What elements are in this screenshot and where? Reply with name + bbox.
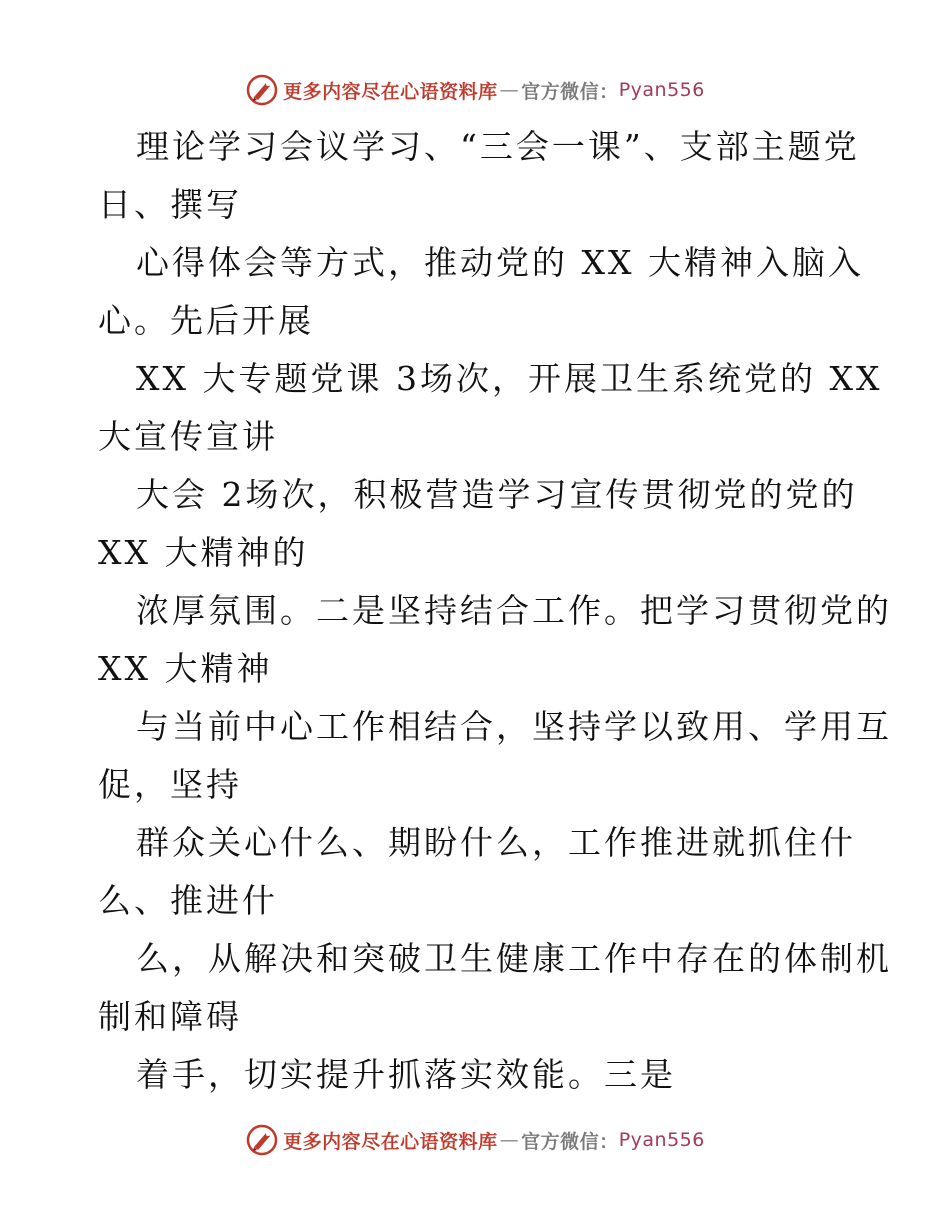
text-line: 着手，切实提升抓落实效能。三是 bbox=[136, 1055, 676, 1094]
pen-circle-logo-icon bbox=[245, 1123, 279, 1157]
watermark-dash: — bbox=[499, 79, 520, 101]
text-line: 制和障碍 bbox=[98, 997, 242, 1036]
watermark-official-label: 官方微信： bbox=[521, 80, 619, 103]
text-line: 理论学习会议学习、“三会一课”、支部主题党 bbox=[136, 127, 860, 166]
watermark-dash: — bbox=[499, 1129, 520, 1151]
pen-circle-logo-icon bbox=[245, 73, 279, 107]
watermark-wechat-id: Pyan556 bbox=[618, 1129, 705, 1151]
watermark-wechat-id: Pyan556 bbox=[618, 79, 705, 101]
text-line: 大会 2场次，积极营造学习宣传贯彻党的党的 bbox=[136, 475, 858, 514]
text-line: XX 大精神的 bbox=[98, 533, 309, 572]
text-line: 么，从解决和突破卫生健康工作中存在的体制机 bbox=[136, 939, 892, 978]
text-line: XX 大专题党课 3场次，开展卫生系统党的 XX bbox=[136, 359, 883, 398]
watermark-main-text: 更多内容尽在心语资料库 bbox=[283, 1130, 498, 1153]
watermark-official-label: 官方微信： bbox=[521, 1130, 619, 1153]
text-line: 么、推进什 bbox=[98, 881, 278, 920]
text-line: 浓厚氛围。二是坚持结合工作。把学习贯彻党的 bbox=[136, 591, 892, 630]
text-line: XX 大精神 bbox=[98, 649, 273, 688]
header-watermark bbox=[0, 70, 950, 110]
document-body bbox=[98, 118, 892, 1104]
text-line: 日、撰写 bbox=[98, 185, 242, 224]
text-line: 群众关心什么、期盼什么，工作推进就抓住什 bbox=[136, 823, 856, 862]
watermark-main-text: 更多内容尽在心语资料库 bbox=[283, 80, 498, 103]
text-line: 心。先后开展 bbox=[98, 301, 314, 340]
text-line: 心得体会等方式，推动党的 XX 大精神入脑入 bbox=[136, 243, 864, 282]
text-line: 促，坚持 bbox=[98, 765, 242, 804]
text-line: 大宣传宣讲 bbox=[98, 417, 278, 456]
text-line: 与当前中心工作相结合，坚持学以致用、学用互 bbox=[136, 707, 892, 746]
footer-watermark bbox=[0, 1120, 950, 1160]
